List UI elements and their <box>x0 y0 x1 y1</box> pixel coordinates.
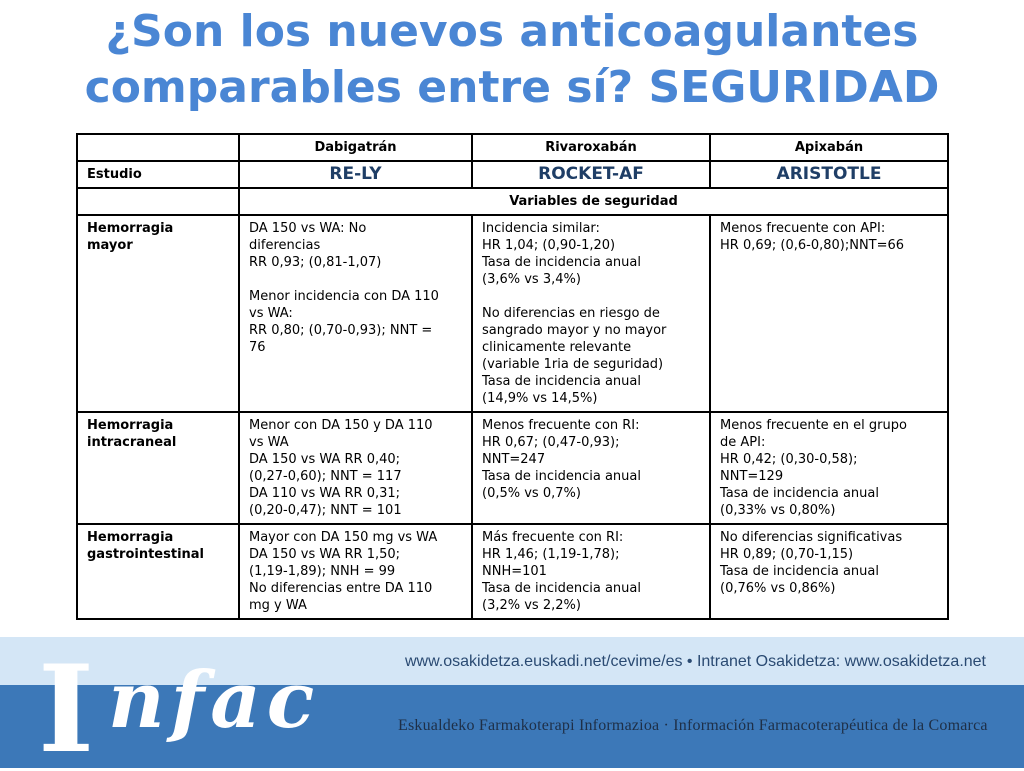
footer-links: www.osakidetza.euskadi.net/cevime/es • Intranet Osakidetza: www.osakidetza.net <box>405 653 986 670</box>
cell-gi-bleeding-dabigatran: Mayor con DA 150 mg vs WA DA 150 vs WA RR 1,50; (1,19-1,89); NNH = 99 No diferencias entre DA 110 mg y WA <box>239 524 472 619</box>
section-empty-cell <box>77 188 239 215</box>
row-label-intracranial-bleeding: Hemorragia intracraneal <box>77 412 239 524</box>
header-empty-cell <box>77 134 239 161</box>
cell-major-bleeding-apixaban: Menos frecuente con API: HR 0,69; (0,6-0,80);NNT=66 <box>710 215 948 412</box>
study-rely: RE-LY <box>239 161 472 188</box>
table-row <box>77 412 948 524</box>
table-row-section <box>77 188 948 215</box>
table-row <box>77 215 948 412</box>
infac-logo <box>38 639 338 771</box>
section-label-safety-variables: Variables de seguridad <box>239 188 948 215</box>
safety-comparison-table <box>76 133 949 620</box>
cell-intracranial-bleeding-rivaroxaban: Menos frecuente con RI: HR 0,67; (0,47-0,93); NNT=247 Tasa de incidencia anual (0,5% vs 0,7%) <box>472 412 710 524</box>
study-aristotle: ARISTOTLE <box>710 161 948 188</box>
header-drug-rivaroxaban: Rivaroxabán <box>472 134 710 161</box>
slide-title <box>0 4 1024 116</box>
table-header-row <box>77 134 948 161</box>
cell-intracranial-bleeding-dabigatran: Menor con DA 150 y DA 110 vs WA DA 150 vs WA RR 0,40; (0,27-0,60); NNT = 117 DA 110 vs WA RR 0,31; (0,20-0,47); NNT = 101 <box>239 412 472 524</box>
row-label-major-bleeding: Hemorragia mayor <box>77 215 239 412</box>
svg-text:nfac: nfac <box>108 655 321 746</box>
slide-title-line-1: ¿Son los nuevos anticoagulantes <box>105 6 919 57</box>
row-label-gi-bleeding: Hemorragia gastrointestinal <box>77 524 239 619</box>
footer-banner <box>0 637 1024 768</box>
table-row-study <box>77 161 948 188</box>
footer-subtitle: Eskualdeko Farmakoterapi Informazioa · Información Farmacoterapéutica de la Comarca <box>398 717 988 734</box>
cell-major-bleeding-dabigatran: DA 150 vs WA: No diferencias RR 0,93; (0,81-1,07) Menor incidencia con DA 110 vs WA: RR 0,80; (0,70-0,93); NNT = 76 <box>239 215 472 412</box>
cell-intracranial-bleeding-apixaban: Menos frecuente en el grupo de API: HR 0,42; (0,30-0,58); NNT=129 Tasa de incidencia anual (0,33% vs 0,80%) <box>710 412 948 524</box>
study-rocket-af: ROCKET-AF <box>472 161 710 188</box>
cell-gi-bleeding-apixaban: No diferencias significativas HR 0,89; (0,70-1,15) Tasa de incidencia anual (0,76% vs 0,86%) <box>710 524 948 619</box>
table-row <box>77 524 948 619</box>
header-drug-apixaban: Apixabán <box>710 134 948 161</box>
infac-logo-image <box>38 639 338 767</box>
cell-gi-bleeding-rivaroxaban: Más frecuente con RI: HR 1,46; (1,19-1,78); NNH=101 Tasa de incidencia anual (3,2% vs 2,2%) <box>472 524 710 619</box>
slide-title-line-2: comparables entre sí? SEGURIDAD <box>84 62 940 113</box>
header-drug-dabigatran: Dabigatrán <box>239 134 472 161</box>
row-label-study: Estudio <box>77 161 239 188</box>
cell-major-bleeding-rivaroxaban: Incidencia similar: HR 1,04; (0,90-1,20) Tasa de incidencia anual (3,6% vs 3,4%) No diferencias en riesgo de sangrado mayor y no mayor clinicamente relevante (variable 1ria de seguridad) Tasa de incidencia anual (14,9% vs 14,5%) <box>472 215 710 412</box>
svg-text:I: I <box>38 639 95 767</box>
